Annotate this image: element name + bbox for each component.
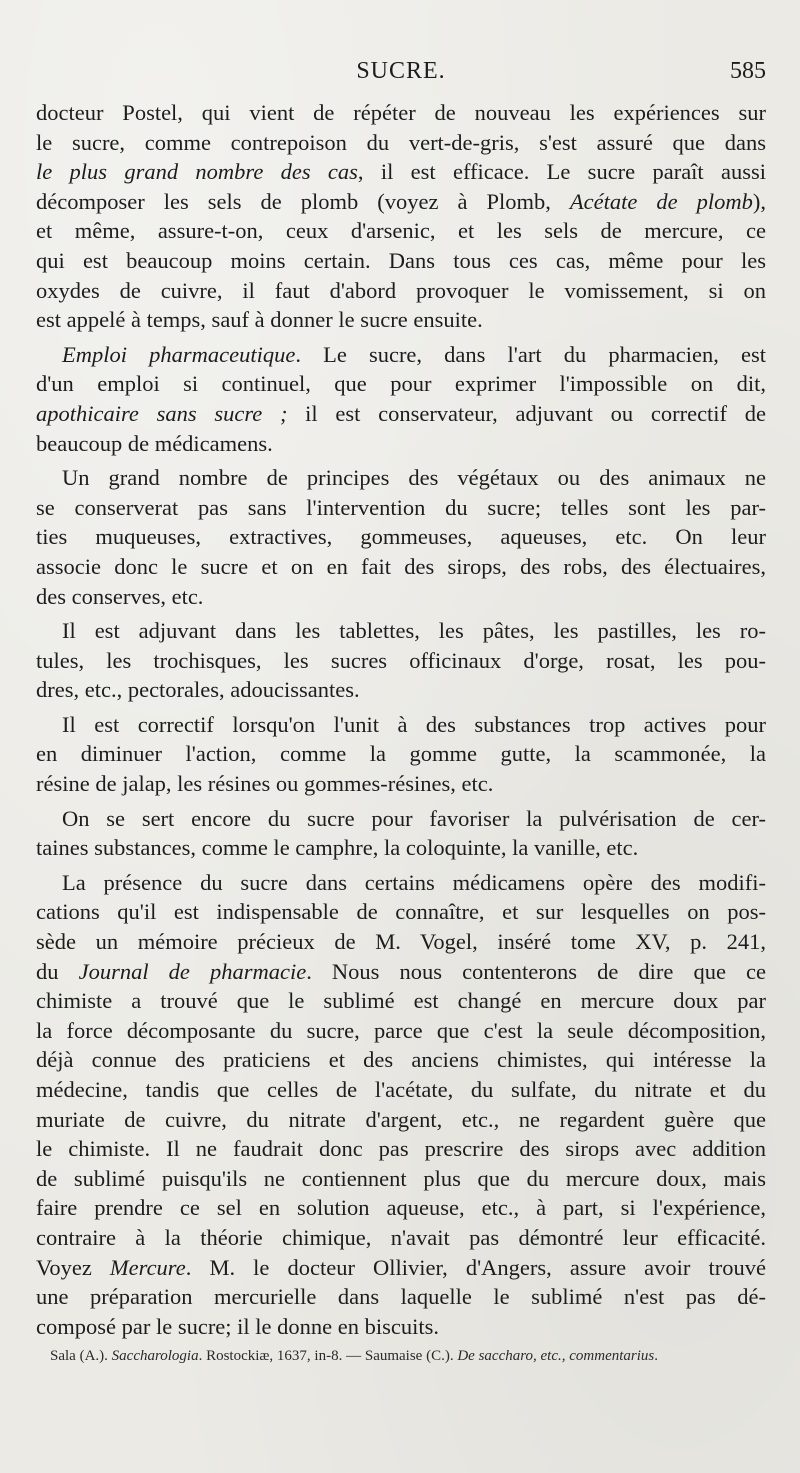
text-line [36, 804, 766, 834]
text-run: Voyez [36, 1254, 110, 1280]
text-run: docteur Postel, qui vient de répéter de nouveau les expériences sur [36, 100, 766, 125]
italic-text: Saccharologia [111, 1348, 199, 1364]
text-run: . Le sucre, dans l'art du pharmacien, est [295, 341, 766, 367]
text-line [36, 1253, 766, 1283]
text-line [36, 493, 766, 523]
text-run: . Rostockiæ, 1637, in-8. — Saumaise (C.). [198, 1348, 458, 1364]
text-run: des conserves, etc. [36, 583, 204, 609]
italic-text: apothicaire sans sucre ; [36, 400, 288, 426]
text-line [36, 399, 766, 429]
text-run: faire prendre ce sel en solution aqueuse, etc., à part, si l'expérience, [36, 1195, 766, 1221]
text-run: se conserverat pas sans l'intervention du sucre; telles sont les par- [36, 494, 766, 520]
text-run: est appelé à temps, sauf à donner le sucre ensuite. [36, 307, 483, 333]
italic-text: Mercure [109, 1254, 186, 1280]
paragraph [36, 616, 766, 705]
text-run: la force décomposante du sucre, parce que c'est la seule décomposition, [36, 1017, 766, 1043]
paragraph [36, 463, 766, 611]
text-run: oxydes de cuivre, il faut d'abord provoquer le vomissement, si on [36, 277, 766, 303]
text-line [36, 675, 766, 705]
text-run: chimiste a trouvé que le sublimé est changé en mercure doux par [36, 988, 766, 1014]
text-run: il est conservateur, adjuvant ou correctif de [287, 400, 767, 426]
text-line [36, 128, 766, 158]
text-line [36, 868, 766, 898]
italic-text: Journal de pharmacie [78, 958, 307, 984]
text-run: . Nous nous contenterons de dire que ce [306, 958, 767, 984]
text-line [36, 769, 766, 799]
italic-text: le plus grand nombre des cas [36, 159, 358, 185]
text-run: . M. le docteur Ollivier, d'Angers, assure avoir trouvé [185, 1254, 766, 1280]
bibliographic-note [50, 1348, 780, 1365]
text-run: Un grand nombre de principes des végétaux ou des animaux ne [62, 465, 766, 491]
text-run: taines substances, comme le camphre, la coloquinte, la vanille, etc. [36, 835, 639, 861]
text-line [36, 305, 766, 335]
text-line [36, 522, 766, 552]
text-run: décomposer les sels de plomb (voyez à Plomb, [36, 188, 570, 214]
text-line [36, 986, 766, 1016]
text-line [36, 340, 766, 370]
text-line [36, 616, 766, 646]
text-line [36, 463, 766, 493]
text-run: contraire à la théorie chimique, n'avait pas démontré leur efficacité. [36, 1224, 766, 1250]
text-run: du [36, 958, 79, 984]
text-run: composé par le sucre; il le donne en biscuits. [36, 1313, 440, 1339]
text-run: de sublimé puisqu'ils ne contiennent plus que du mercure doux, mais [36, 1165, 766, 1191]
text-run: qui est beaucoup moins certain. Dans tous ces cas, même pour les [36, 247, 766, 273]
text-line [36, 216, 766, 246]
body-text [36, 98, 766, 1341]
text-line [36, 98, 766, 128]
text-run: le sucre, comme contrepoison du vert-de-gris, s'est assuré que dans [36, 129, 766, 155]
text-run: résine de jalap, les résines ou gommes-résines, etc. [36, 771, 494, 797]
text-line [36, 833, 766, 863]
text-line [36, 1134, 766, 1164]
paragraph [36, 710, 766, 799]
text-line [36, 1016, 766, 1046]
text-line [36, 369, 766, 399]
paragraph [36, 804, 766, 863]
text-line [36, 957, 766, 987]
text-run: dres, etc., pectorales, adoucissantes. [36, 677, 360, 703]
page-header-title: SUCRE. [356, 58, 446, 84]
text-run: médecine, tandis que celles de l'acétate, du sulfate, du nitrate et du [36, 1077, 766, 1102]
paragraph [36, 98, 766, 335]
text-line [36, 1075, 766, 1105]
running-head [36, 58, 766, 92]
text-line [36, 1193, 766, 1223]
text-run: , il est efficace. Le sucre paraît aussi [357, 159, 766, 185]
italic-text: De saccharo, etc., commentarius [457, 1348, 655, 1364]
text-line [36, 646, 766, 676]
text-run: ties muqueuses, extractives, gommeuses, aqueuses, etc. On leur [36, 524, 766, 550]
text-run: Il est correctif lorsqu'on l'unit à des substances trop actives pour [62, 711, 766, 737]
text-line [36, 552, 766, 582]
text-run: ), [752, 188, 766, 214]
text-line [36, 1105, 766, 1135]
text-line [36, 187, 766, 217]
text-run: La présence du sucre dans certains médicamens opère des modifi- [62, 869, 766, 895]
text-line [36, 1282, 766, 1312]
text-line [36, 1164, 766, 1194]
text-run: beaucoup de médicamens. [36, 430, 273, 456]
italic-text: Acétate de plomb [569, 188, 753, 214]
text-run: tules, les trochisques, les sucres officinaux d'orge, rosat, les pou- [36, 647, 766, 673]
text-line [36, 1223, 766, 1253]
text-run: sède un mémoire précieux de M. Vogel, inséré tome XV, p. 241, [36, 929, 766, 955]
paragraph [36, 868, 766, 1342]
text-run: déjà connue des praticiens et des anciens chimistes, qui intéresse la [36, 1047, 766, 1073]
text-line [36, 1045, 766, 1075]
text-line [36, 897, 766, 927]
page-number: 585 [730, 58, 766, 84]
text-run: une préparation mercurielle dans laquelle le sublimé n'est pas dé- [36, 1284, 766, 1310]
text-line [36, 157, 766, 187]
text-run: et même, assure-t-on, ceux d'arsenic, et les sels de mercure, ce [36, 218, 766, 244]
text-line [36, 276, 766, 306]
text-line [36, 582, 766, 612]
text-run: muriate de cuivre, du nitrate d'argent, etc., ne regardent guère que [36, 1106, 766, 1132]
text-line [36, 429, 766, 459]
italic-text: Emploi pharmaceutique [62, 341, 296, 367]
text-line [36, 710, 766, 740]
text-line [36, 1312, 766, 1342]
text-run: On se sert encore du sucre pour favoriser la pulvérisation de cer- [62, 805, 766, 831]
text-line [36, 739, 766, 769]
text-run: en diminuer l'action, comme la gomme gutte, la scammonée, la [36, 741, 766, 767]
text-run: le chimiste. Il ne faudrait donc pas prescrire des sirops avec addition [36, 1136, 766, 1162]
text-line [36, 927, 766, 957]
text-run: . [654, 1348, 658, 1364]
text-run: Il est adjuvant dans les tablettes, les pâtes, les pastilles, les ro- [62, 618, 766, 644]
paragraph [36, 340, 766, 458]
text-run: Sala (A.). [50, 1348, 112, 1364]
text-line [36, 246, 766, 276]
text-run: d'un emploi si continuel, que pour exprimer l'impossible on dit, [36, 371, 766, 397]
text-run: cations qu'il est indispensable de connaître, et sur lesquelles on pos- [36, 899, 766, 925]
text-run: associe donc le sucre et on en fait des sirops, des robs, des électuaires, [36, 553, 766, 579]
